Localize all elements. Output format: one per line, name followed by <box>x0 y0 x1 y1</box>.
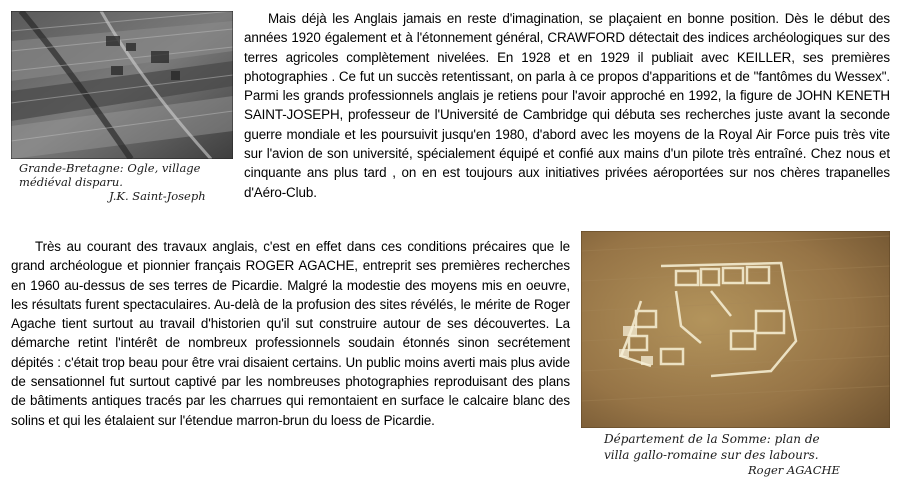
photo-caption-somme <box>604 432 894 479</box>
caption-line: villa gallo-romaine sur des labours. <box>604 447 819 462</box>
aerial-photo-somme-villa <box>581 231 890 428</box>
caption-credit: Roger AGACHE <box>748 463 840 477</box>
paragraph-english-aerial-archaeology: Mais déjà les Anglais jamais en reste d'imagination, se plaçaient en bonne position. Dès le début des années 1920 également et à l'étonnement général, CRAWFORD détectait des indices archéologiques sur des terres agricoles complètement nivelées. En 1928 et en 1929 il publiait avec KEILLER, ses premières photographies . Ce fut un succès retentissant, on parla à ce propos d'apparitions et de "fantômes du Wessex". Parmi les grands professionnels anglais je retiens pour l'avoir approché en 1992, la figure de JOHN KENETH SAINT-JOSEPH, professeur de l'Université de Cambridge qui débuta ses recherches juste avant la seconde guerre mondiale et les poursuivit jusqu'en 1980, d'abord avec les moyens de la Royal Air Force puis très vite sur l'avion de son université, spécialement équipé et confié aux mains d'un pilote très entraîné. Chez nous et cinquante ans plus tard , on en est toujours aux initiatives privées aéroportées sur nos chères trapanelles d'Aéro-Club. <box>244 11 890 200</box>
caption-line: Département de la Somme: plan de <box>604 432 820 446</box>
paragraph-roger-agache: Très au courant des travaux anglais, c'est en effet dans ces conditions précaires que le grand archéologue et pionnier français ROGER AGACHE, entreprit ses premières recherches en 1960 au-dessus de ses terres de Picardie. Malgré la modestie des moyens mis en oeuvre, les résultats furent spectaculaires. Au-delà de la profusion des sites révélés, le mérite de Roger Agache tient surtout au travail d'historien qu'il sut construire autour de ses découvertes. La démarche retint l'intérêt de nombreux professionnels soudain étonnés sinon secrétement dépités : c'était trop beau pour être vrai disaient certains. Un public moins averti mais plus avide de sensationnel fut surtout captivé par les nombreuses photographies reproduisant des plans de bâtiments antiques tracés par les charrues qui remontaient en surface le calcaire blanc des solins et qui les étalaient sur l'étendue marron-brun du loess de Picardie. <box>11 239 570 428</box>
aerial-photo-ogle-image <box>11 11 233 159</box>
caption-line: médiéval disparu. <box>19 175 123 189</box>
caption-line: Grande-Bretagne: Ogle, village <box>19 161 201 175</box>
aerial-photo-somme-image <box>581 231 890 428</box>
aerial-photo-ogle-village <box>11 11 233 159</box>
photo-caption-ogle <box>19 161 234 203</box>
caption-credit: J.K. Saint-Joseph <box>109 189 206 203</box>
